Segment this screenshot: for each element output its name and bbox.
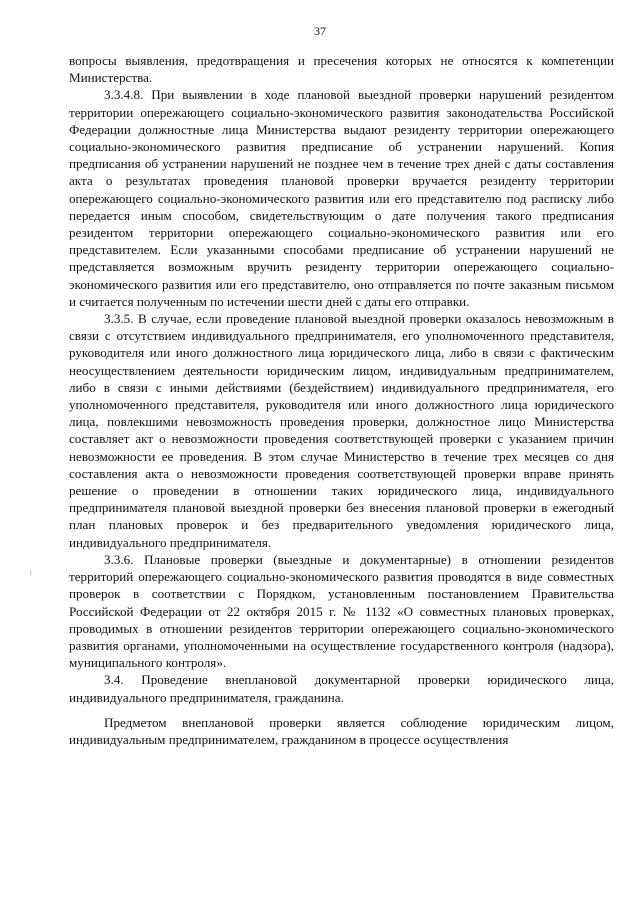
paragraph-3-3-6: 3.3.6. Плановые проверки (выездные и документарные) в отношении резидентов территорий опережающего социально-экономического развития проводятся в виде совместных проверок в соответствии с Порядком, установленным постановлением Правительства Российской Федерации от 22 октября 2015 г. № 1132 «О совместных плановых проверках, проводимых в отношении резидентов территории опережающего социально-экономического развития органами, уполномоченными на осуществление государственного контроля (надзора), муниципального контроля». [69, 551, 614, 671]
paragraph-continuation: вопросы выявления, предотвращения и пресечения которых не относятся к компетенции Министерства. [69, 53, 614, 86]
paragraph-3-3-5: 3.3.5. В случае, если проведение плановой выездной проверки оказалось невозможным в связи с отсутствием индивидуального предпринимателя, его уполномоченного представителя, руководителя или иного должностного лица юридического лица, либо в связи с фактическим неосуществлением деятельности юридическим лицом, индивидуальным предпринимателем, либо в связи с иными действиями (бездействием) индивидуального предпринимателя, его уполномоченного представителя, руководителя или иного должностного лица юридического лица, повлекшими невозможность проведения проверки, должностное лицо Министерства составляет акт о невозможности проведения соответствующей проверки с указанием причин невозможности ее проведения. В этом случае Министерство в течение трех месяцев со дня составления акта о невозможности проведения соответствующей проверки вправе принять решение о проведении в отношении таких юридического лица, индивидуального предпринимателя плановой выездной проверки без внесения плановой проверки в ежегодный план плановых проверок и без предварительного уведомления юридического лица, индивидуального предпринимателя. [69, 311, 614, 550]
page-number: 37 [314, 24, 326, 38]
paragraph-subject-of-inspection: Предметом внеплановой проверки является соблюдение юридическим лицом, индивидуальным предпринимателем, гражданином в процессе осуществления [69, 714, 614, 747]
paragraph-3-4: 3.4. Проведение внеплановой документарной проверки юридического лица, индивидуального предпринимателя, гражданина. [69, 672, 614, 705]
document-body [69, 52, 614, 748]
paragraph-3-3-4-8: 3.3.4.8. При выявлении в ходе плановой выездной проверки нарушений резидентом территории опережающего социально-экономического развития законодательства Российской Федерации должностные лица Министерства выдают резиденту территории опережающего социально-экономического развития предписание об устранении нарушений. Копия предписания об устранении нарушений не позднее чем в течение трех дней с даты составления акта о результатах проведения плановой проверки вручается резиденту территории опережающего социально-экономического развития или его представителю под расписку либо передается иным способом, свидетельствующим о дате получения такого предписания резидентом территории опережающего социально-экономического развития или его представителем. Если указанными способами предписание об устранении нарушений не представляется возможным вручить резиденту территории опережающего социально-экономического развития или его представителю, оно отправляется по почте заказным письмом и считается полученным по истечении шести дней с даты его отправки. [69, 87, 614, 309]
margin-mark [30, 570, 31, 576]
